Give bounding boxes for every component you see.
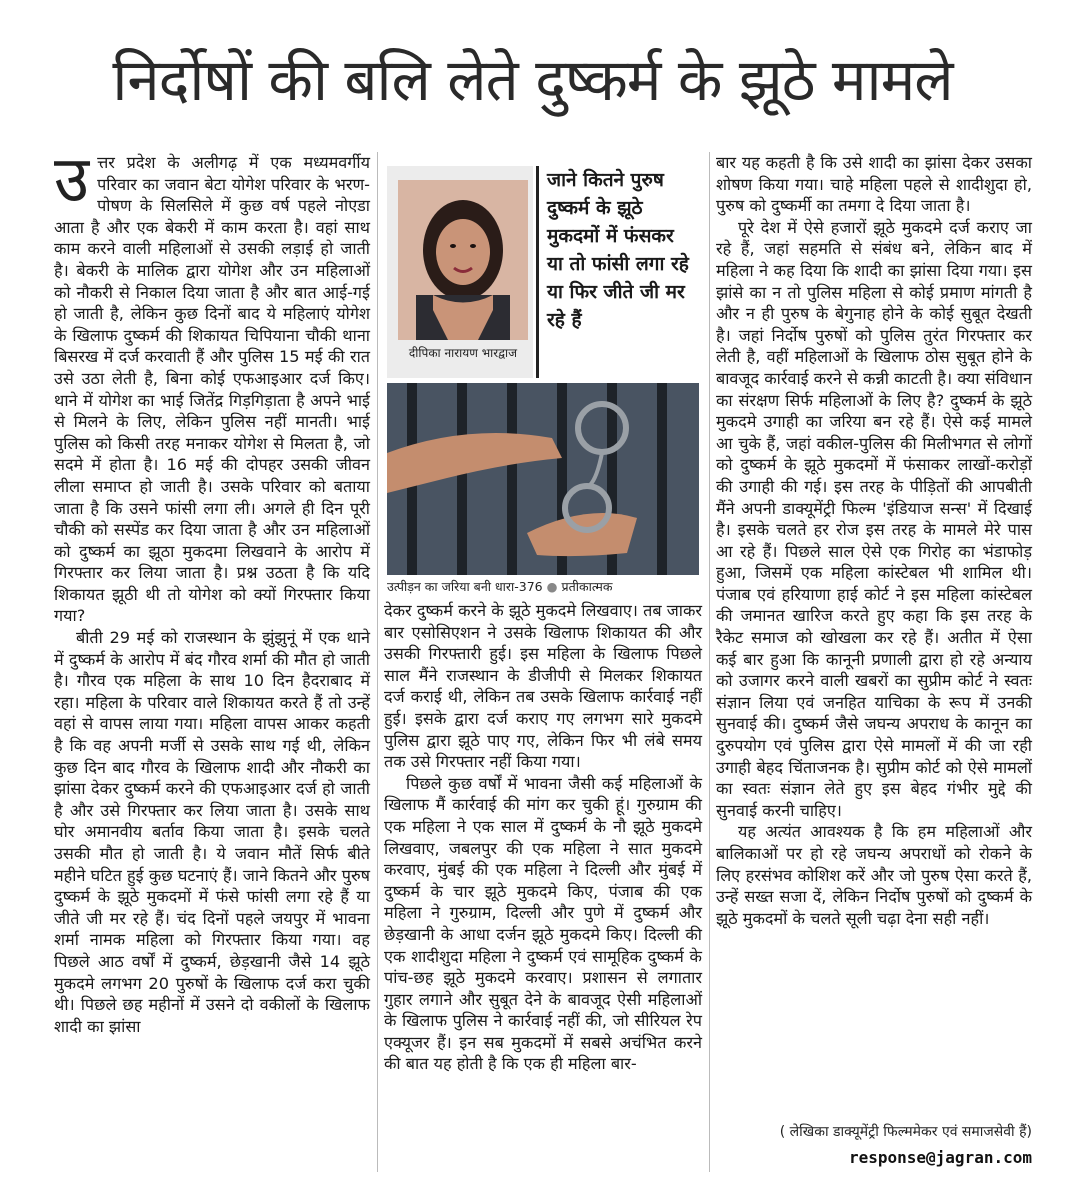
response-email[interactable]: response@jagran.com (848, 1148, 1032, 1167)
article-column-3 (716, 152, 1032, 929)
paragraph: उत्तर प्रदेश के अलीगढ़ में एक मध्यमवर्गीय परिवार का जवान बेटा योगेश परिवार के भरण-पोषण के सिलसिले में कुछ वर्ष पहले नोएडा आता है और एक बेकरी में काम करता है। वहां साथ काम करने वाली महिलाओं से उसकी लड़ाई हो जाती है। बेकरी के मालिक द्वारा योगेश और उन महिलाओं को नौकरी से निकाल दिया जाता है और बात आई-गई हो जाती है, लेकिन कुछ दिनों बाद ये महिलाएं योगेश के खिलाफ दुष्कर्म की शिकायत चिपियाना चौकी थाना बिसरख में दर्ज करवाती हैं और पुलिस 15 मई की रात उसे उठा लेती है, बिना कोई एफआइआर दर्ज किए। थाने में योगेश का भाई जितेंद्र गिड़गिड़ाता है अपने भाई से मिलने के लिए, लेकिन पुलिस नहीं मानती। भाई पुलिस को किसी तरह मनाकर योगेश से मिलता है, जो सदमे में होता है। 16 मई की दोपहर उसकी जीवन लीला समाप्त हो जाती है। उसके परिवार को बताया जाता है कि उसने फांसी लगा ली। अगले ही दिन पूरी चौकी को सस्पेंड कर दिया जाता है और उन महिलाओं को दुष्कर्म का झूठा मुकदमा लिखवाने के आरोप में गिरफ्तार कर लिया जाता है। प्रश्न उठता है कि यदि शिकायत झूठी थी तो योगेश को क्यों गिरफ्तार किया गया? (54, 143, 370, 626)
paragraph: पिछले कुछ वर्षों में भावना जैसी कई महिलाओं के खिलाफ मैं कार्रवाई की मांग कर चुकी हूं। गुरुग्राम की एक महिला ने एक साल में दुष्कर्म के नौ झूठे मुकदमे लिखवाए, जबलपुर की एक महिला ने सात मुकदमे करवाए, मुंबई की एक महिला ने दिल्ली और मुंबई में दुष्कर्म के चार झूठे मुकदमे किए, पंजाब की एक महिला ने गुरुग्राम, दिल्ली और पुणे में दुष्कर्म और छेड़खानी के आधा दर्जन झूठे मुकदमे किए। दिल्ली की एक शादीशुदा महिला ने दुष्कर्म एवं सामूहिक दुष्कर्म के पांच-छह झूठे मुकदमे करवाए। प्रशासन से लगातार गुहार लगाने और सुबूत देने के बावजूद ऐसी महिलाओं के खिलाफ पुलिस ने कार्रवाई नहीं की, जो सीरियल रेप एक्यूजर हैं। इन सब मुकदमों में सबसे अचंभित करने की बात यह होती है कि एक ही महिला बार- (384, 773, 702, 1074)
article-column-1 (54, 143, 370, 1037)
paragraph: यह अत्यंत आवश्यक है कि हम महिलाओं और बालिकाओं पर हो रहे जघन्य अपराधों को रोकने के लिए हरसंभव कोशिश करें और जो पुरुष ऐसा करते हैं, उन्हें सख्त सजा दें, लेकिन निर्दोष पुरुषों को दुष्कर्म के झूठे मुकदमों के चलते सूली चढ़ा देना सही नहीं। (716, 822, 1032, 928)
photo-caption: उत्पीड़न का जरिया बनी धारा-376 ● प्रतीकात्मक (387, 579, 613, 594)
column-divider (709, 152, 710, 1172)
column-divider (377, 152, 378, 1172)
drop-cap: उ (54, 143, 90, 217)
pull-quote: जाने कितने पुरुष दुष्कर्म के झूठे मुकदमों में फंसकर या तो फांसी लगा रहे या फिर जीते जी मर रहे हैं (536, 166, 696, 378)
paragraph: देकर दुष्कर्म करने के झूठे मुकदमे लिखवाए। तब जाकर बार एसोसिएशन ने उसके खिलाफ शिकायत की और उसकी गिरफ्तारी हुई। इस महिला के खिलाफ पिछले साल मैंने राजस्थान के डीजीपी से मिलकर शिकायत दर्ज कराई थी, लेकिन तब उसके खिलाफ कार्रवाई नहीं हुई। इसके द्वारा दर्ज कराए गए लगभग सारे मुकदमे पुलिस द्वारा झूठे पाए गए, लेकिन फिर भी लंबे समय तक उसे गिरफ्तार नहीं किया गया। (384, 601, 702, 772)
paragraph: पूरे देश में ऐसे हजारों झूठे मुकदमे दर्ज कराए जा रहे हैं, जहां सहमति से संबंध बने, लेकिन बाद में महिला ने कह दिया कि शादी का झांसा दिया गया। इस झांसे का न तो पुलिस महिला से कोई प्रमाण मांगती है और न ही पुरुष के बेगुनाह होने के कोई सुबूत देखती है। जहां निर्दोष पुरुषों को पुलिस तुरंत गिरफ्तार कर लेती है, वहीं महिलाओं के खिलाफ ठोस सुबूत होने के बावजूद कार्रवाई करने से कन्नी काटती है। क्या संविधान का संरक्षण सिर्फ महिलाओं के लिए है? दुष्कर्म के झूठे मुकदमे उगाही का जरिया बन रहे हैं। ऐसे कई मामले आ चुके हैं, जहां वकील-पुलिस की मिलीभगत से लोगों को दुष्कर्म के झूठे मुकदमों में फंसाकर लाखों-करोड़ों की उगाही की गई। इस तरह के पीड़ितों की आपबीती मैंने अपनी डाक्यूमेंट्री फिल्म 'इंडियाज सन्स' में दिखाई है। इसके चलते हर रोज इस तरह के मामले मेरे पास आ रहे हैं। पिछले साल ऐसे एक गिरोह का भंडाफोड़ हुआ, जिसमें एक महिला कांस्टेबल भी शामिल थी। पंजाब एवं हरियाणा हाई कोर्ट ने इस महिला कांस्टेबल की जमानत खारिज करते हुए कहा कि इस तरह के रैकेट समाज को खोखला कर रहे हैं। अतीत में ऐसा कई बार हुआ कि कानूनी प्रणाली द्वारा हो रहे अन्याय को उजागर करने वाली खबरों का सुप्रीम कोर्ट ने स्वतः संज्ञान लिया एवं जनहित याचिका के रूप में उनकी सुनवाई की। दुष्कर्म जैसे जघन्य अपराध के कानून का दुरुपयोग एवं पुलिस द्वारा ऐसे मामलों में की जा रही उगाही बेहद चिंताजनक है। सुप्रीम कोर्ट को ऐसे मामलों का स्वतः संज्ञान लेते हुए इस बेहद गंभीर मुद्दे की सुनवाई करनी चाहिए। (716, 217, 1032, 820)
bullet-icon: ● (546, 579, 558, 594)
article-column-2 (384, 600, 702, 1075)
author-note: ( लेखिका डाक्यूमेंट्री फिल्ममेकर एवं समाजसेवी हैं) (779, 1124, 1032, 1140)
paragraph: बार यह कहती है कि उसे शादी का झांसा देकर उसका शोषण किया गया। चाहे महिला पहले से शादीशुदा हो, पुरुष को दुष्कर्मी का तमगा दे दिया जाता है। (716, 153, 1032, 216)
paragraph: बीती 29 मई को राजस्थान के झुंझुनूं में एक थाने में दुष्कर्म के आरोप में बंद गौरव शर्मा की मौत हो जाती है। गौरव एक महिला के साथ 10 दिन हैदराबाद में रहा। महिला के परिवार वाले शिकायत करते हैं तो उन्हें वहां से वापस लाया गया। महिला वापस आकर कहती है कि वह अपनी मर्जी से उसके साथ गई थी, लेकिन कुछ दिन बाद गौरव के खिलाफ शादी और नौकरी का झांसा देकर दुष्कर्म करने की एफआइआर दर्ज हो जाती है और उसे गिरफ्तार कर लिया जाता है। उसके साथ घोर अमानवीय बर्ताव किया जाता है। इसके चलते उसकी मौत हो जाती है। ये जवान मौतें सिर्फ बीते महीने घटित हुई कुछ घटनाएं हैं। जाने कितने और पुरुष दुष्कर्म के झूठे मुकदमों में फंसे फांसी लगा रहे हैं या जीते जी मर रहे हैं। चंद दिनों पहले जयपुर में भावना शर्मा नामक महिला को गिरफ्तार किया गया। वह पिछले आठ वर्षों में दुष्कर्म, छेड़खानी जैसे 14 झूठे मुकदमे लगभग 20 पुरुषों के खिलाफ दर्ज करा चुकी थी। पिछले छह महीनों में उसने दो वकीलों के खिलाफ शादी का झांसा (54, 628, 370, 1036)
author-photo (398, 180, 528, 340)
headline: निर्दोषों की बलि लेते दुष्कर्म के झूठे मामले (112, 45, 953, 114)
author-name-caption: दीपिका नारायण भारद्वाज (408, 346, 518, 360)
handcuffs-photo (387, 383, 699, 575)
